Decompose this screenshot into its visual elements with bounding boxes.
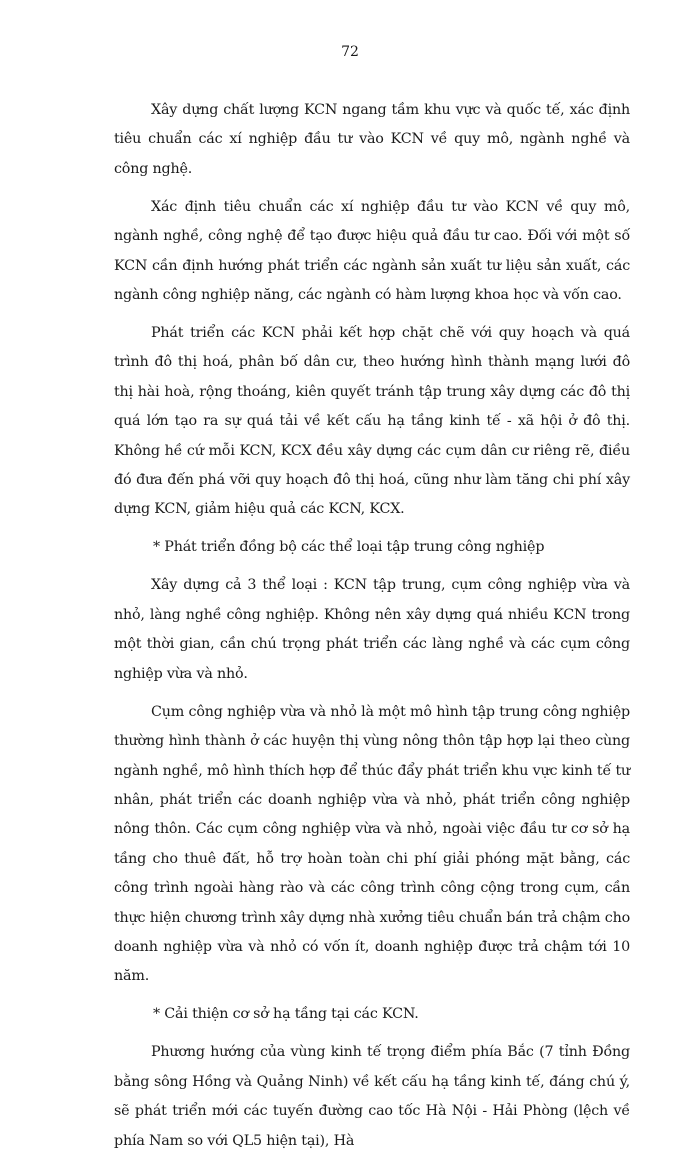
body-text <box>114 96 630 1165</box>
paragraph: Phát triển các KCN phải kết hợp chặt chẽ với quy hoạch và quá trình đô thị hoá, phân bố dân cư, theo hướng hình thành mạng lưới đô thị hài hoà, rộng thoáng, kiên quyết tránh tập trung xây dựng các đô thị quá lớn tạo ra sự quá tải về kết cấu hạ tầng kinh tế - xã hội ở đô thị. Không hề cứ mỗi KCN, KCX đều xây dựng các cụm dân cư riêng rẽ, điều đó đưa đến phá vỡi quy hoạch đô thị hoá, cũng như làm tăng chi phí xây dựng KCN, giảm hiệu quả các KCN, KCX. <box>114 325 630 518</box>
paragraph: Cụm công nghiệp vừa và nhỏ là một mô hình tập trung công nghiệp thường hình thành ở các huyện thị vùng nông thôn tập hợp lại theo cùng ngành nghề, mô hình thích hợp để thúc đẩy phát triển khu vực kinh tế tư nhân, phát triển các doanh nghiệp vừa và nhỏ, phát triển công nghiệp nông thôn. Các cụm công nghiệp vừa và nhỏ, ngoài việc đầu tư cơ sở hạ tầng cho thuê đất, hỗ trợ hoàn toàn chi phí giải phóng mặt bằng, các công trình ngoài hàng rào và các công trình công cộng trong cụm, cần thực hiện chương trình xây dựng nhà xưởng tiêu chuẩn bán trả chậm cho doanh nghiệp vừa và nhỏ có vốn ít, doanh nghiệp được trả chậm tới 10 năm. <box>114 703 630 985</box>
paragraph: Xây dựng chất lượng KCN ngang tầm khu vực và quốc tế, xác định tiêu chuẩn các xí nghiệp đầu tư vào KCN về quy mô, ngành nghề và công nghệ. <box>114 102 630 177</box>
paragraph: Xây dựng cả 3 thể loại : KCN tập trung, cụm công nghiệp vừa và nhỏ, làng nghề công nghiệp. Không nên xây dựng quá nhiều KCN trong một thời gian, cần chú trọng phát triển các làng nghề và các cụm công nghiệp vừa và nhỏ. <box>114 577 630 682</box>
page-number: 72 <box>341 44 359 60</box>
paragraph: Xác định tiêu chuẩn các xí nghiệp đầu tư vào KCN về quy mô, ngành nghề, công nghệ để tạo được hiệu quả đầu tư cao. Đối với một số KCN cần định hướng phát triển các ngành sản xuất tư liệu sản xuất, các ngành công nghiệp năng, các ngành có hàm lượng khoa học và vốn cao. <box>114 198 630 304</box>
section-heading: * Cải thiện cơ sở hạ tầng tại các KCN. <box>153 1006 419 1023</box>
section-heading: * Phát triển đồng bộ các thể loại tập trung công nghiệp <box>153 539 545 556</box>
paragraph: Phương hướng của vùng kinh tế trọng điểm phía Bắc (7 tỉnh Đồng bằng sông Hồng và Quảng Ninh) về kết cấu hạ tầng kinh tế, đáng chú ý, sẽ phát triển mới các tuyến đường cao tốc Hà Nội - Hải Phòng (lệch về phía Nam so với QL5 hiện tại), Hà <box>114 1044 630 1149</box>
